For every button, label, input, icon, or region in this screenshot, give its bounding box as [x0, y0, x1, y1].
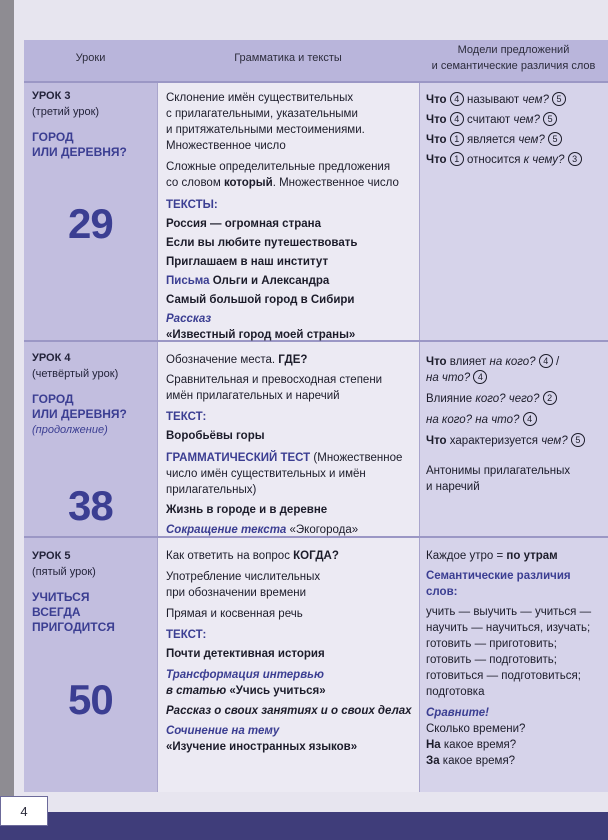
text-title: Воробьёвы горы: [166, 430, 265, 442]
lesson-3-info: [32, 88, 154, 160]
header-models-line2: и семантические различия слов: [431, 60, 596, 72]
text-title: «Изучение иностранных языков»: [166, 741, 358, 753]
transformation-label: Трансформация интервью: [166, 669, 324, 681]
semantic-label: слов:: [426, 586, 458, 598]
grammar-line: Сложные определительные предложения: [166, 161, 391, 173]
lesson-title-line: ГОРОД: [32, 130, 74, 144]
verb-line: готовить — приготовить;: [426, 638, 557, 650]
model-line: и наречий: [426, 481, 480, 493]
model-sentence: Что 1 является чем? 5: [426, 132, 606, 148]
verb-line: подготовка: [426, 686, 485, 698]
lesson-label: УРОК 4: [32, 352, 71, 364]
text-label: ТЕКСТ:: [166, 629, 207, 641]
verb-line: научить — научиться, изучать;: [426, 622, 591, 634]
lesson-4-info: [32, 350, 154, 438]
essay-label: Сочинение на тему: [166, 725, 280, 737]
compare-line: На какое время?: [426, 739, 517, 751]
text-title: Если вы любите путешествовать: [166, 237, 358, 249]
header-lessons: Уроки: [75, 52, 106, 64]
verb-line: учить — выучить — учиться —: [426, 606, 592, 618]
grammar-line: со словом который. Множественное число: [166, 177, 399, 189]
lesson-5-models: [426, 548, 606, 769]
grammar-line: Обозначение места. ГДЕ?: [166, 354, 308, 366]
header-models-line1: Модели предложений: [457, 44, 570, 56]
lesson-label: УРОК 3: [32, 90, 71, 102]
lesson-title-line: ИЛИ ДЕРЕВНЯ?: [32, 145, 127, 159]
model-sentence: Что 1 относится к чему? 3: [426, 152, 606, 168]
text-title: Письма Ольги и Александра: [166, 275, 330, 287]
grammar-line: имён прилагательных и наречий: [166, 390, 340, 402]
lesson-5-grammar: [166, 548, 416, 755]
semantic-label: Семантические различия: [426, 570, 571, 582]
text-label: ТЕКСТ:: [166, 411, 207, 423]
texts-label: ТЕКСТЫ:: [166, 199, 218, 211]
grammar-line: при обозначении времени: [166, 587, 307, 599]
text-title: Почти детективная история: [166, 648, 325, 660]
text-title: «Известный город моей страны»: [166, 329, 356, 341]
model-sentence: Что 4 называют чем? 5: [426, 92, 606, 108]
text-title: Сокращение текста «Экогорода»: [166, 524, 359, 536]
lesson-ordinal: (третий урок): [32, 106, 100, 118]
lesson-4-models: [426, 354, 606, 495]
grammar-line: Множественное число: [166, 140, 286, 152]
grammar-line: и притяжательными местоимениями.: [166, 124, 365, 136]
contents-table: [24, 40, 608, 792]
grammar-line: прилагательных): [166, 484, 257, 496]
story-label: Рассказ: [166, 313, 212, 325]
compare-line: За какое время?: [426, 755, 516, 767]
grammar-line: Прямая и косвенная речь: [166, 608, 303, 620]
model-sentence: на что? 4: [426, 370, 606, 386]
footer-band: [0, 812, 608, 840]
grammar-line: с прилагательными, указательными: [166, 108, 358, 120]
lesson-title-line: ГОРОД: [32, 392, 74, 406]
page-number: 4: [0, 796, 48, 826]
textbook-page: [14, 0, 608, 840]
model-line: Антонимы прилагательных: [426, 465, 571, 477]
grammar-line: Сравнительная и превосходная степени: [166, 374, 383, 386]
text-title: Рассказ о своих занятиях и о своих делах: [166, 705, 412, 717]
grammar-line: число имён существительных и имён: [166, 468, 366, 480]
lesson-3-models: [426, 92, 606, 168]
verb-line: готовиться — подготовиться;: [426, 670, 581, 682]
model-sentence: Что характеризуется чем? 5: [426, 433, 606, 449]
lesson-ordinal: (пятый урок): [32, 566, 96, 578]
compare-line: Сколько времени?: [426, 723, 526, 735]
lesson-title-line: ИЛИ ДЕРЕВНЯ?: [32, 407, 127, 421]
lesson-title-line: ПРИГОДИТСЯ: [32, 620, 115, 634]
lesson-page-number: 38: [68, 482, 113, 529]
text-title: Самый большой город в Сибири: [166, 294, 355, 306]
header-grammar: Грамматика и тексты: [234, 52, 342, 64]
grammar-test: ГРАММАТИЧЕСКИЙ ТЕСТ (Множественное: [166, 452, 403, 464]
model-sentence: Что 4 считают чем? 5: [426, 112, 606, 128]
text-title: Приглашаем в наш институт: [166, 256, 329, 268]
lesson-page-number: 29: [68, 200, 113, 247]
model-sentence: Что влияет на кого? 4 /: [426, 356, 560, 368]
lesson-label: УРОК 5: [32, 550, 71, 562]
model-sentence: Каждое утро = по утрам: [426, 550, 558, 562]
verb-line: готовить — подготовить;: [426, 654, 557, 666]
grammar-line: Как ответить на вопрос КОГДА?: [166, 550, 339, 562]
lesson-3-grammar: [166, 90, 416, 343]
text-title: в статью «Учись учиться»: [166, 685, 326, 697]
table-header: [24, 40, 608, 83]
text-title: Жизнь в городе и в деревне: [166, 504, 328, 516]
model-sentence: Влияние кого? чего? 2: [426, 391, 606, 407]
lesson-ordinal: (четвёртый урок): [32, 368, 119, 380]
grammar-line: Склонение имён существительных: [166, 92, 354, 104]
text-title: Россия — огромная страна: [166, 218, 321, 230]
column-divider: [419, 40, 420, 792]
lesson-page-number: 50: [68, 676, 113, 723]
model-sentence: на кого? на что? 4: [426, 412, 606, 428]
compare-label: Сравните!: [426, 707, 489, 719]
lesson-note: (продолжение): [32, 424, 108, 436]
column-divider: [157, 40, 158, 792]
lesson-title-line: УЧИТЬСЯ: [32, 590, 90, 604]
lesson-title-line: ВСЕГДА: [32, 605, 81, 619]
lesson-5-info: [32, 548, 154, 635]
grammar-line: Употребление числительных: [166, 571, 321, 583]
lesson-4-grammar: [166, 352, 416, 538]
